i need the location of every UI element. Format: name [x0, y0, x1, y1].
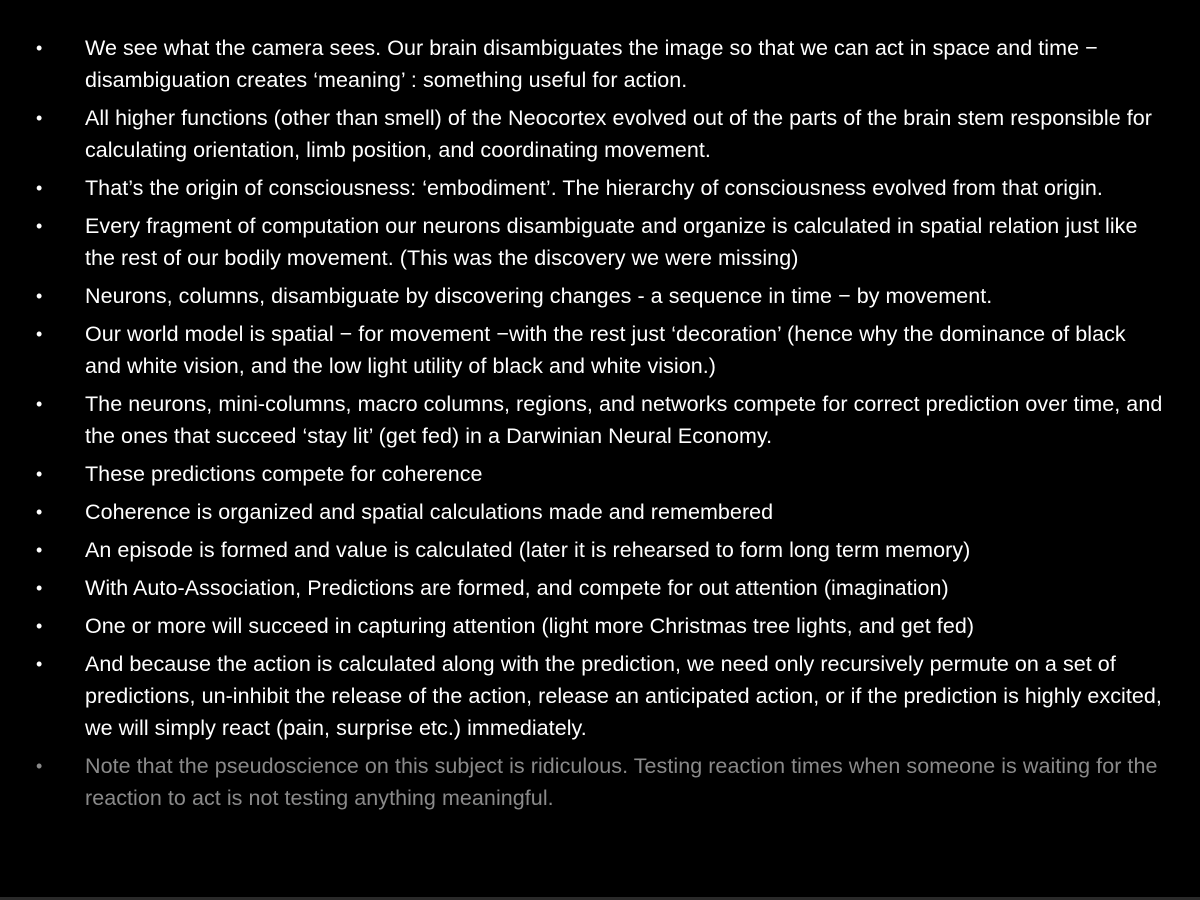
bullet-list: [85, 32, 1165, 820]
bullet-item: • With Auto-Association, Predictions are formed, and compete for out attention (imagination): [85, 572, 1165, 604]
bullet-item: • We see what the camera sees. Our brain disambiguates the image so that we can act in space and time − disambiguation creates ‘meaning’ : something useful for action.: [85, 32, 1165, 96]
bullet-item: • Neurons, columns, disambiguate by discovering changes - a sequence in time − by movement.: [85, 280, 1165, 312]
bullet-item: • One or more will succeed in capturing attention (light more Christmas tree lights, and get fed): [85, 610, 1165, 642]
bullet-item: • And because the action is calculated along with the prediction, we need only recursively permute on a set of predictions, un-inhibit the release of the action, release an anticipated action, or if the prediction is highly excited, we will simply react (pain, surprise etc.) immediately.: [85, 648, 1165, 744]
bullet-item: • Our world model is spatial − for movement −with the rest just ‘decoration’ (hence why the dominance of black and white vision, and the low light utility of black and white vision.): [85, 318, 1165, 382]
bullet-item: • That’s the origin of consciousness: ‘embodiment’. The hierarchy of consciousness evolved from that origin.: [85, 172, 1165, 204]
bullet-item: • These predictions compete for coherence: [85, 458, 1165, 490]
bullet-item: • Every fragment of computation our neurons disambiguate and organize is calculated in spatial relation just like the rest of our bodily movement. (This was the discovery we were missing): [85, 210, 1165, 274]
bullet-item: • Coherence is organized and spatial calculations made and remembered: [85, 496, 1165, 528]
bullet-item: • All higher functions (other than smell) of the Neocortex evolved out of the parts of the brain stem responsible for calculating orientation, limb position, and coordinating movement.: [85, 102, 1165, 166]
bullet-item: • An episode is formed and value is calculated (later it is rehearsed to form long term memory): [85, 534, 1165, 566]
bullet-item: • The neurons, mini-columns, macro columns, regions, and networks compete for correct prediction over time, and the ones that succeed ‘stay lit’ (get fed) in a Darwinian Neural Economy.: [85, 388, 1165, 452]
bullet-item-dimmed: • Note that the pseudoscience on this subject is ridiculous. Testing reaction times when someone is waiting for the reaction to act is not testing anything meaningful.: [85, 750, 1165, 814]
